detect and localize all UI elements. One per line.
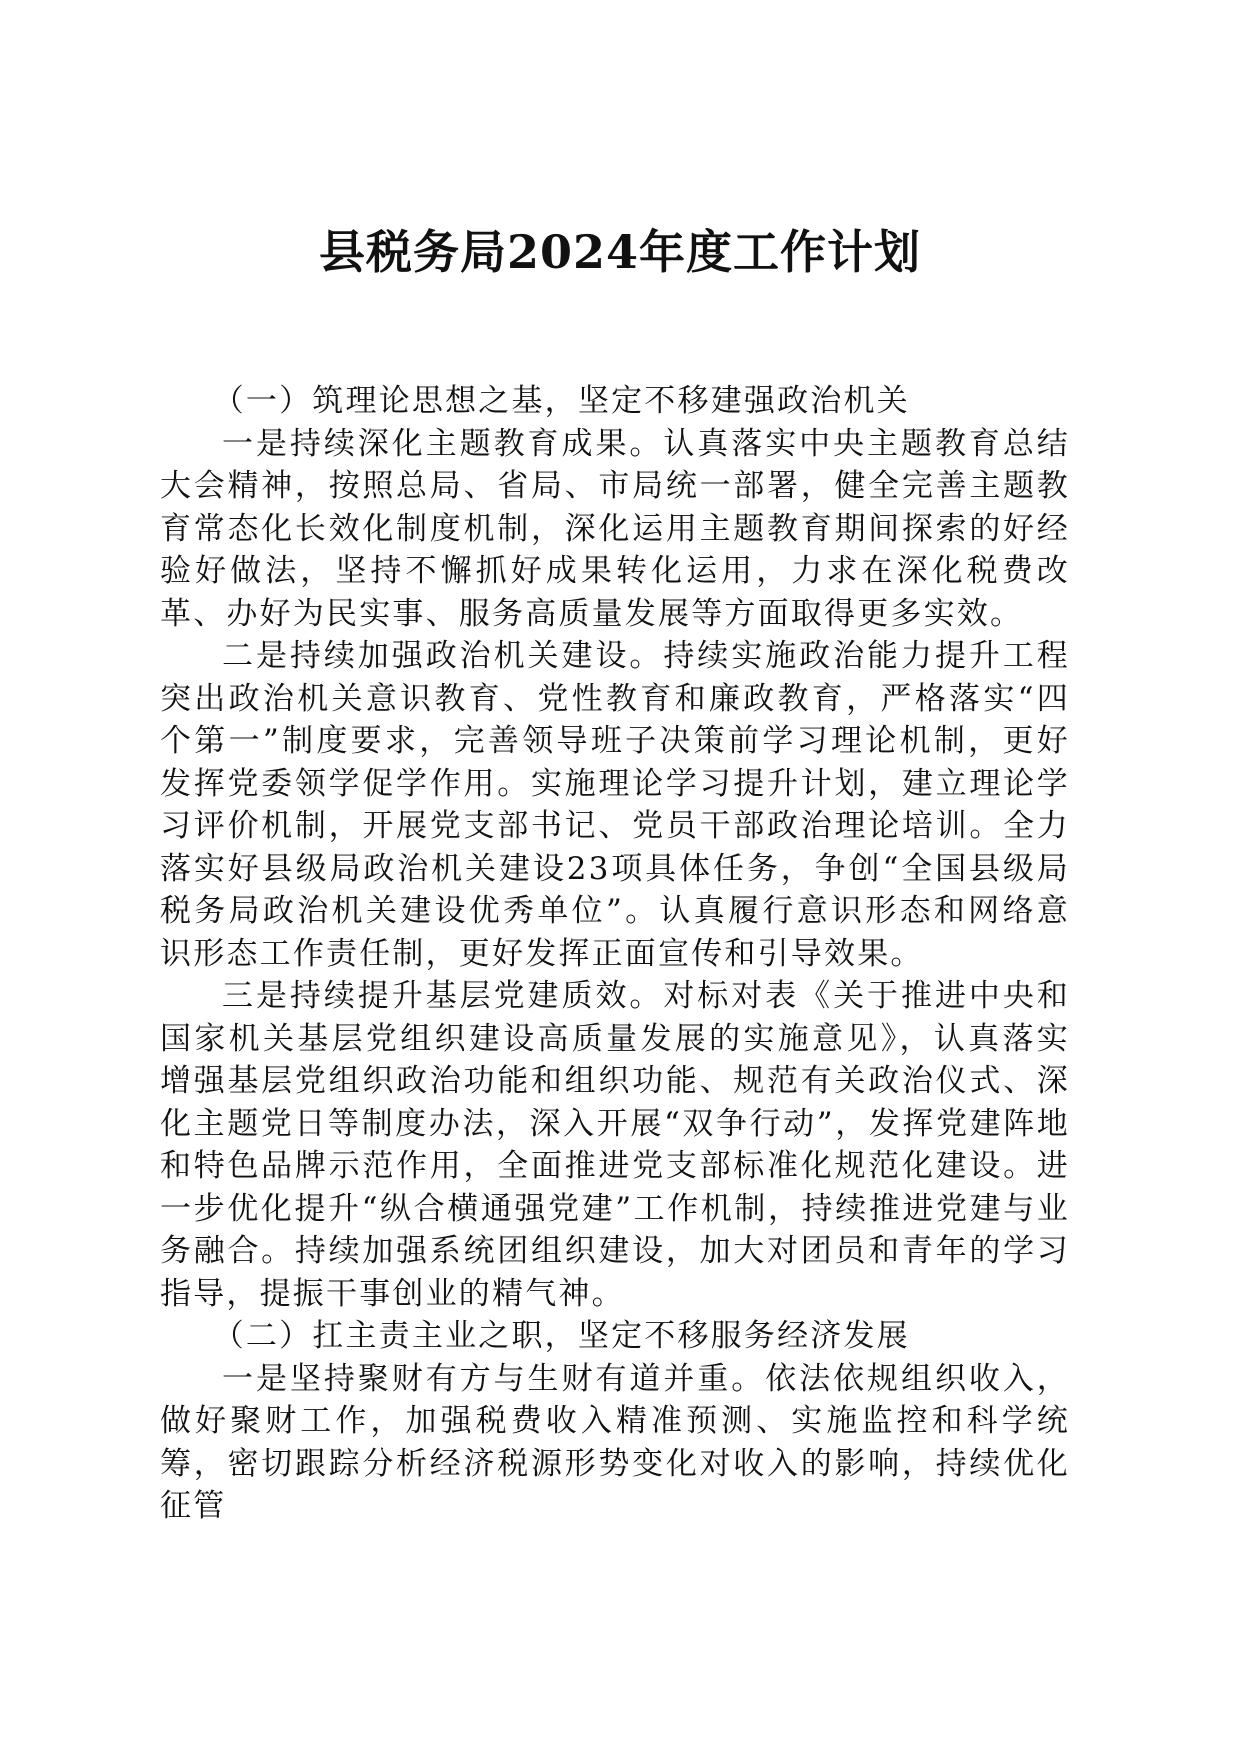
paragraph: 三是持续提升基层党建质效。对标对表《关于推进中央和国家机关基层党组织建设高质量发展的实施意见》，认真落实增强基层党组织政治功能和组织功能、规范有关政治仪式、深化主题党日等制度办法，深入开展“双争行动”，发挥党建阵地和特色品牌示范作用，全面推进党支部标准化规范化建设。进一步优化提升“纵合横通强党建”工作机制，持续推进党建与业务融合。持续加强系统团组织建设，加大对团员和青年的学习指导，提振干事创业的精气神。	[160, 978, 1070, 1312]
paragraph: 一是坚持聚财有方与生财有道并重。依法依规组织收入，做好聚财工作，加强税费收入精准预测、实施监控和科学统筹，密切跟踪分析经济税源形势变化对收入的影响，持续优化征管	[160, 1360, 1070, 1524]
paragraph: 二是持续加强政治机关建设。持续实施政治能力提升工程突出政治机关意识教育、党性教育和廉政教育，严格落实“四个第一”制度要求，完善领导班子决策前学习理论机制，更好发挥党委领学促学作用。实施理论学习提升计划，建立理论学习评价机制，开展党支部书记、党员干部政治理论培训。全力落实好县级局政治机关建设23项具体任务，争创“全国县级局税务局政治机关建设优秀单位”。认真履行意识形态和网络意识形态工作责任制，更好发挥正面宣传和引导效果。	[160, 638, 1070, 972]
document-body	[160, 380, 1070, 1528]
page-title: 县税务局2024年度工作计划	[318, 225, 922, 279]
section-heading: （二）扛主责主业之职，坚定不移服务经济发展	[212, 1318, 910, 1354]
paragraph: 一是持续深化主题教育成果。认真落实中央主题教育总结大会精神，按照总局、省局、市局统一部署，健全完善主题教育常态化长效化制度机制，深化运用主题教育期间探索的好经验好做法，坚持不懈抓好成果转化运用，力求在深化税费改革、办好为民实事、服务高质量发展等方面取得更多实效。	[160, 425, 1070, 632]
section-heading: （一）筑理论思想之基，坚定不移建强政治机关	[212, 383, 910, 419]
